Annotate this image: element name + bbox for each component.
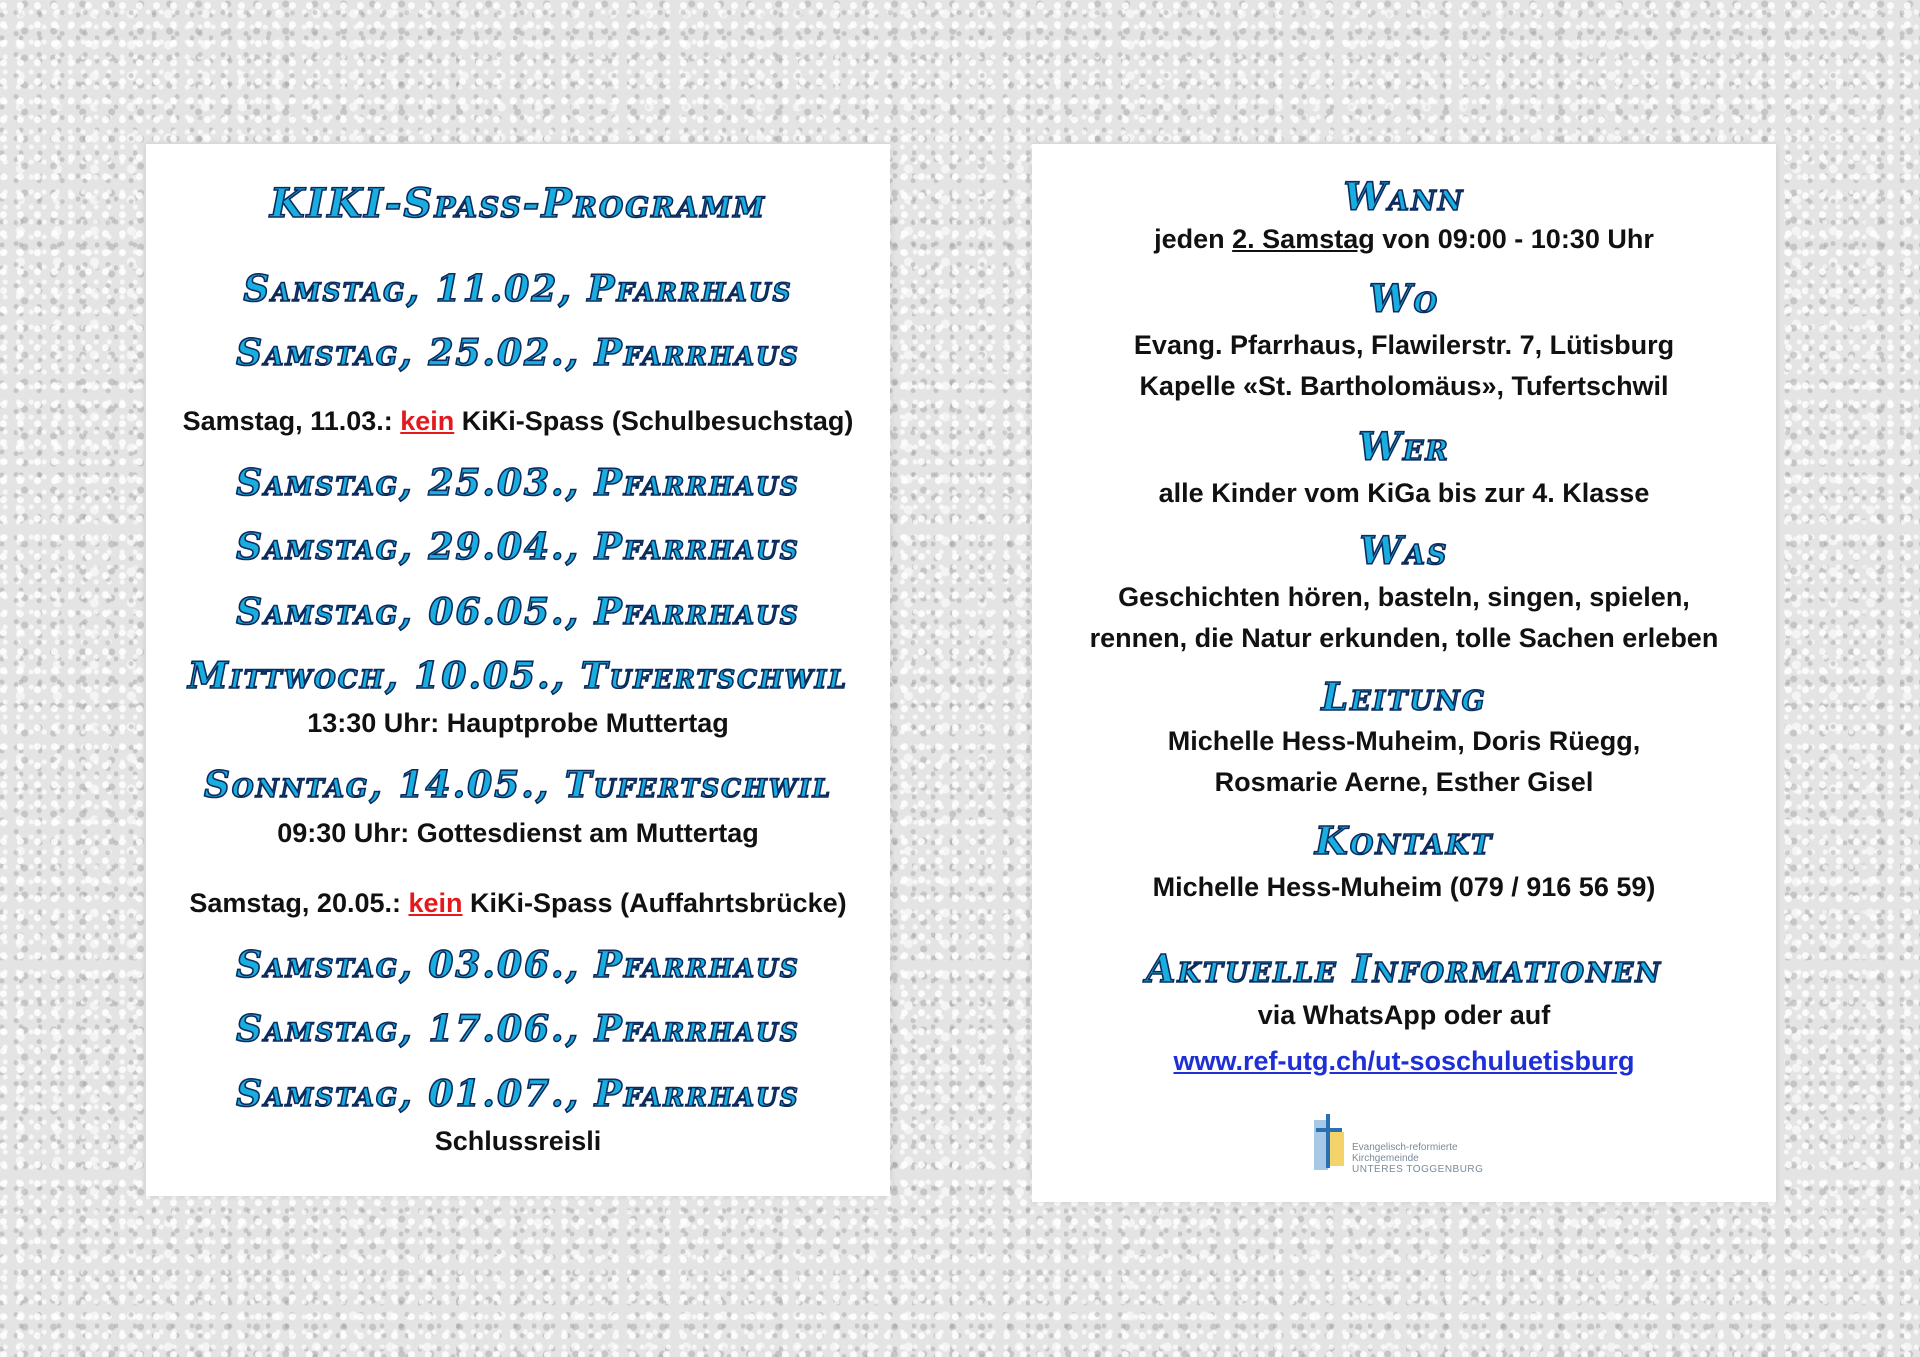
- wo-text: Kapelle «St. Bartholomäus», Tufertschwil: [1139, 371, 1669, 401]
- wann-text: jeden 2. Samstag von 09:00 - 10:30 Uhr: [1154, 224, 1654, 254]
- leitung-text: Michelle Hess-Muheim, Doris Rüegg,: [1167, 726, 1641, 756]
- date-entry: Mittwoch, 10.05., Tufertschwil: [188, 655, 848, 697]
- website-link[interactable]: www.ref-utg.ch/ut-soschuluetisburg: [1173, 1046, 1635, 1076]
- section-heading-info: Aktuelle Informationen: [1145, 946, 1663, 991]
- event-detail: 09:30 Uhr: Gottesdienst am Muttertag: [277, 818, 759, 848]
- kein-highlight: kein: [400, 406, 455, 436]
- logo-line: Evangelisch-reformierte: [1352, 1142, 1458, 1153]
- section-heading-wer: Wer: [1358, 424, 1450, 469]
- date-entry: Samstag, 01.07., Pfarrhaus: [236, 1073, 800, 1115]
- underlined-text: 2. Samstag: [1232, 224, 1375, 254]
- logo-line: UNTERES TOGGENBURG: [1352, 1164, 1484, 1175]
- was-text: rennen, die Natur erkunden, tolle Sachen erleben: [1089, 623, 1719, 653]
- date-entry: Samstag, 25.02., Pfarrhaus: [236, 332, 800, 374]
- info-text: via WhatsApp oder auf: [1257, 1000, 1551, 1030]
- cross-logo-icon: [1312, 1112, 1348, 1172]
- date-entry: Samstag, 29.04., Pfarrhaus: [236, 526, 800, 568]
- section-heading-kontakt: Kontakt: [1314, 818, 1494, 863]
- info-link-row: [1032, 1046, 1776, 1077]
- date-entry: Samstag, 25.03., Pfarrhaus: [236, 462, 800, 504]
- date-entry: Samstag, 17.06., Pfarrhaus: [236, 1008, 800, 1050]
- kein-highlight: kein: [408, 888, 463, 918]
- section-heading-wo: Wo: [1368, 276, 1440, 321]
- section-heading-leitung: Leitung: [1321, 674, 1487, 719]
- no-event-note: Samstag, 11.03.: kein KiKi-Spass (Schulbesuchstag): [182, 406, 854, 436]
- kontakt-text: Michelle Hess-Muheim (079 / 916 56 59): [1152, 872, 1656, 902]
- section-heading-was: Was: [1359, 528, 1449, 573]
- wo-text: Evang. Pfarrhaus, Flawilerstr. 7, Lütisburg: [1133, 330, 1675, 360]
- wer-text: alle Kinder vom KiGa bis zur 4. Klasse: [1158, 478, 1650, 508]
- program-title: KIKI-Spass-Programm: [269, 180, 767, 227]
- info-card: [1032, 144, 1776, 1202]
- program-card: [146, 144, 890, 1196]
- logo-line: Kirchgemeinde: [1352, 1153, 1419, 1164]
- date-entry: Sonntag, 14.05., Tufertschwil: [203, 764, 833, 806]
- church-logo: [1312, 1112, 1502, 1182]
- was-text: Geschichten hören, basteln, singen, spielen,: [1118, 582, 1690, 612]
- no-event-note: Samstag, 20.05.: kein KiKi-Spass (Auffahrtsbrücke): [189, 888, 847, 918]
- date-entry: Samstag, 06.05., Pfarrhaus: [236, 591, 800, 633]
- section-heading-wann: Wann: [1343, 174, 1465, 219]
- event-detail: 13:30 Uhr: Hauptprobe Muttertag: [307, 708, 729, 738]
- date-entry: Samstag, 11.02, Pfarrhaus: [243, 268, 793, 310]
- leitung-text: Rosmarie Aerne, Esther Gisel: [1214, 767, 1594, 797]
- event-detail: Schlussreisli: [434, 1126, 602, 1156]
- date-entry: Samstag, 03.06., Pfarrhaus: [236, 944, 800, 986]
